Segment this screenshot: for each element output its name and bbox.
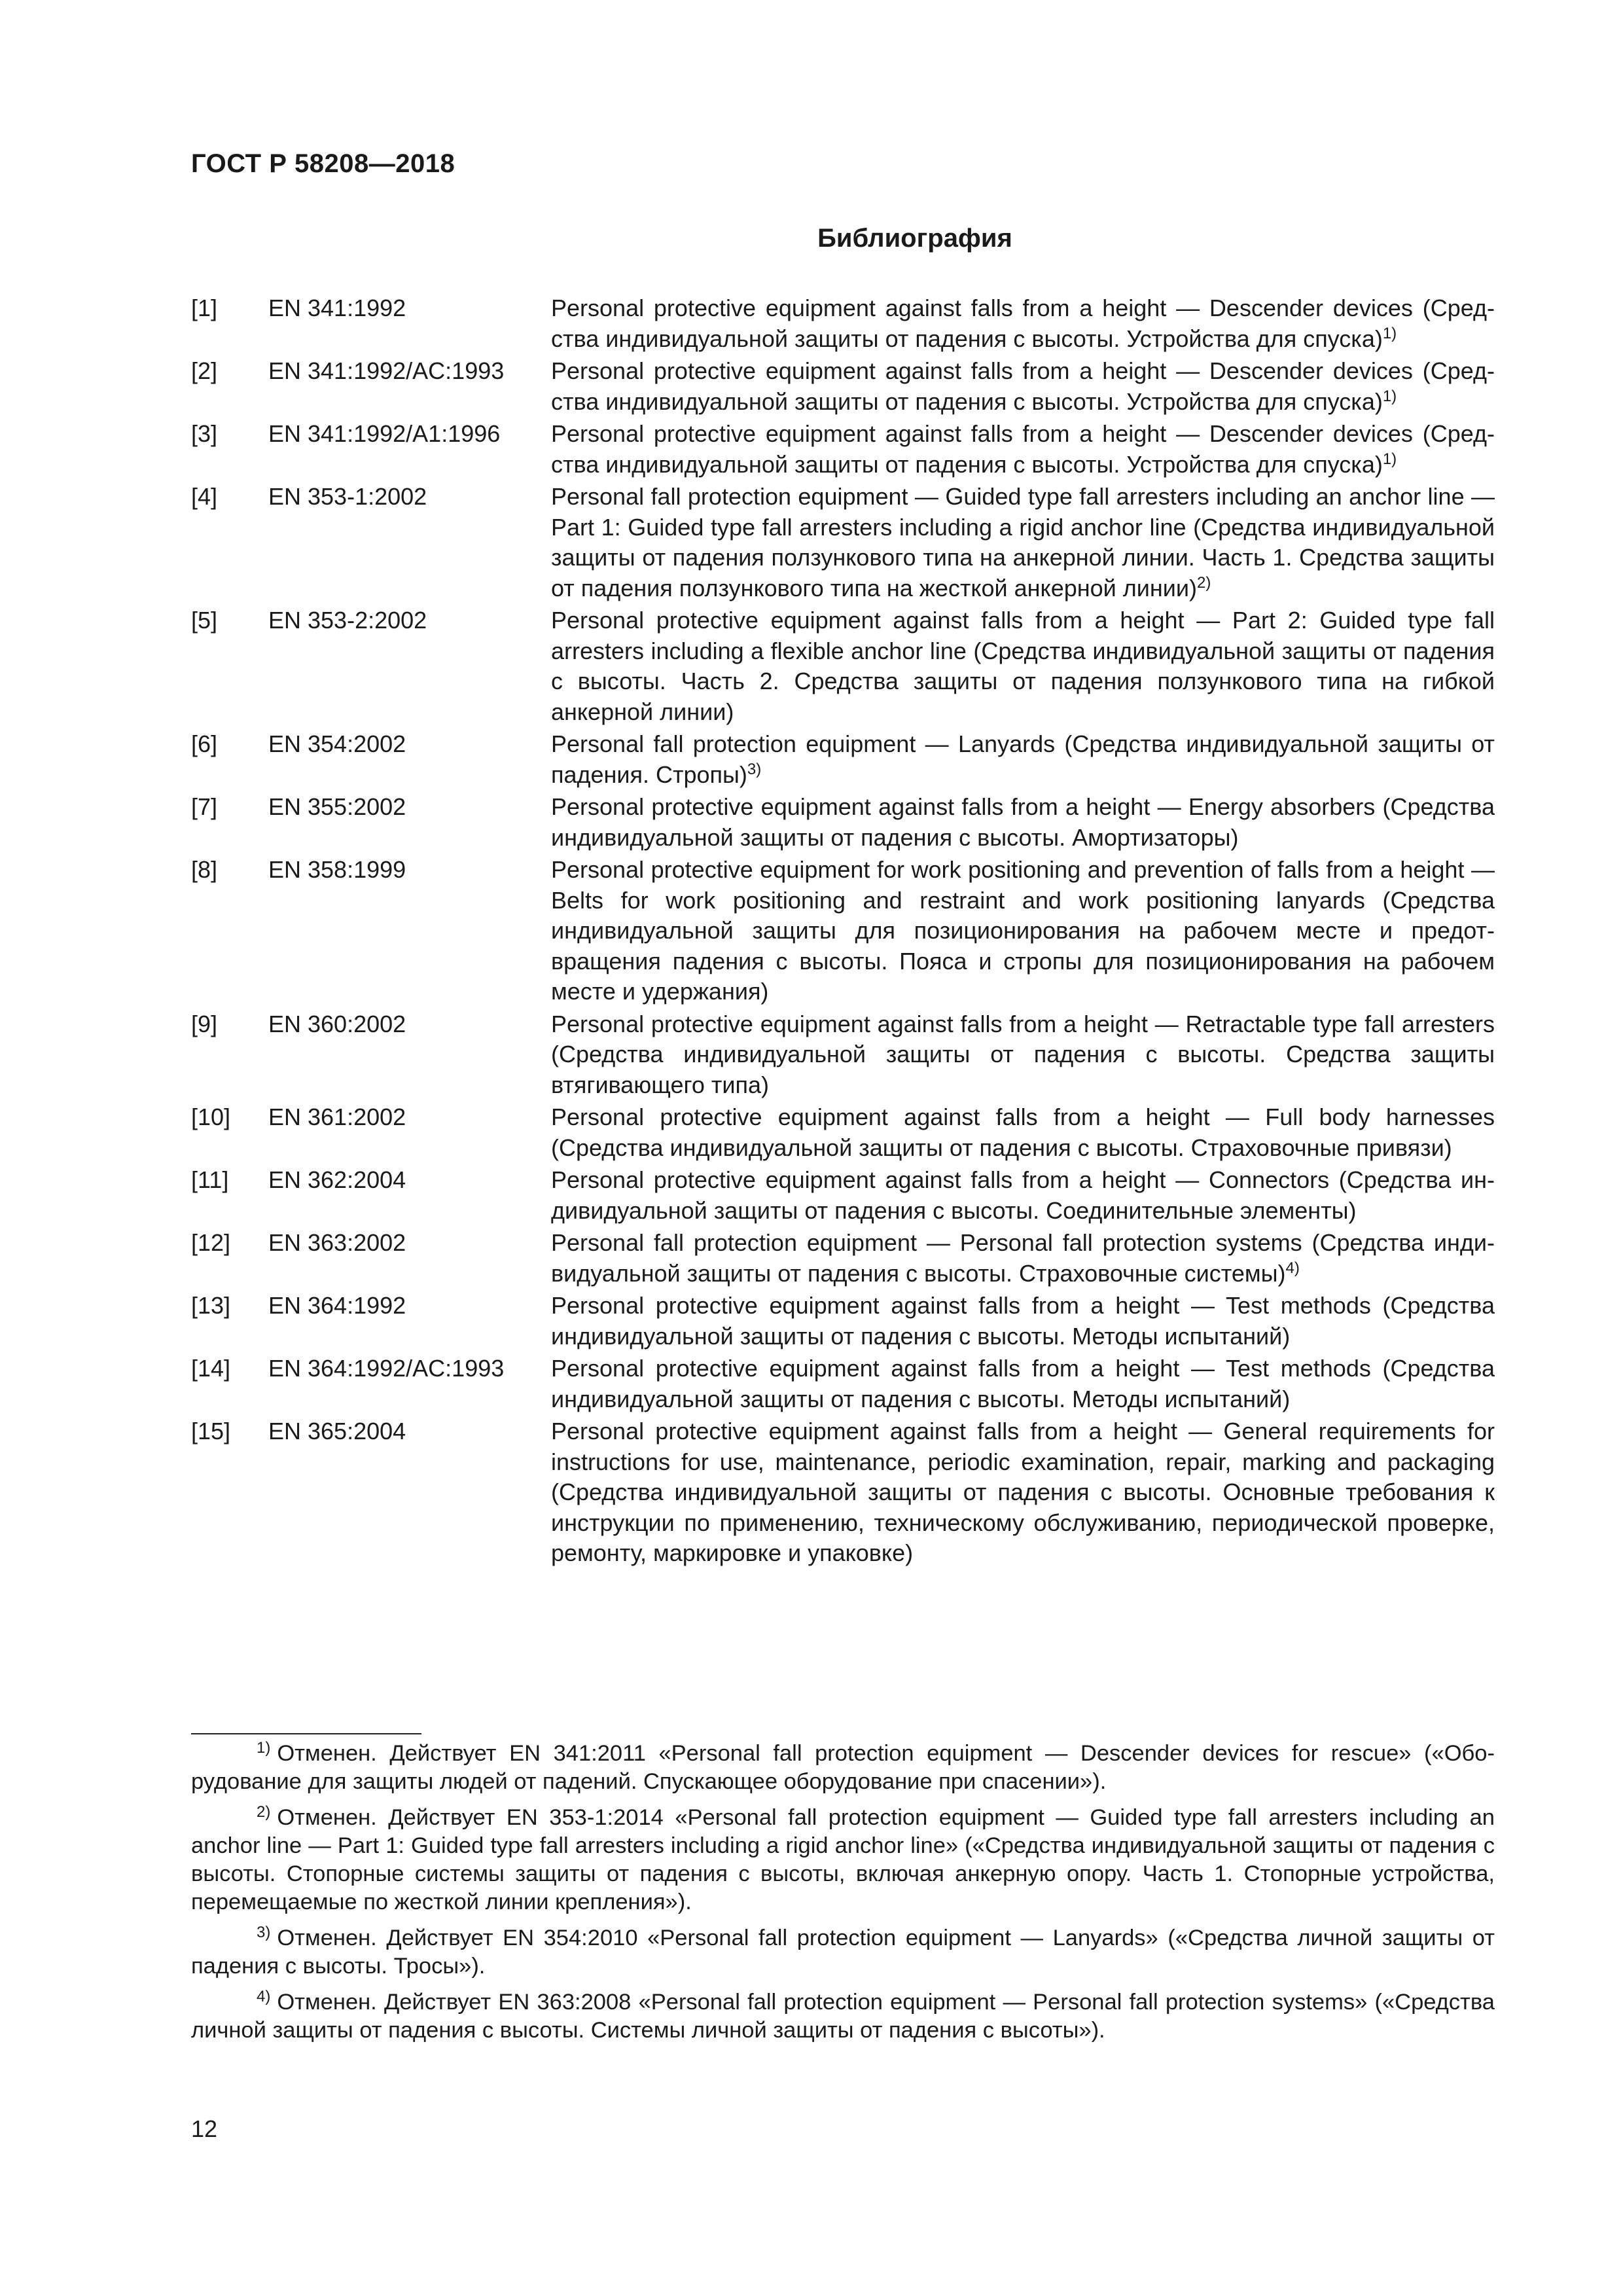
entry-standard-code: EN 358:1999 [268, 856, 406, 883]
entry-standard-code: EN 341:1992 [268, 295, 406, 321]
entry-standard-code: EN 362:2004 [268, 1166, 406, 1193]
entry-number: [11] [191, 1166, 229, 1193]
bibliography-list [191, 293, 1495, 1571]
entry-title-text: Personal fall protection equipment — Guided type fall arresters including an anchor line — Part 1: Guided type fall arresters including a rigid anchor line (Средства индивидуальной защиты от падения ползункового типа на анкерной линии. Часть 1. Средства защиты от падения ползункового типа на жесткой анкерной линии) [551, 483, 1495, 601]
entry-title-text: Personal protective equipment against falls from a height — Energy absorbers (Средства индивидуальной защиты от падения с высоты. Амортизаторы) [551, 793, 1495, 851]
entry-number: [8] [191, 856, 218, 883]
entry-number: [5] [191, 607, 218, 634]
bibliography-entry [191, 1165, 1495, 1226]
entry-standard-code: EN 361:2002 [268, 1103, 406, 1130]
bibliography-entry [191, 1009, 1495, 1101]
bibliography-entry [191, 1354, 1495, 1414]
entry-title-text: Personal protective equipment against falls from a height — Part 2: Guided type fall arresters including a flexible anchor line (Средства индивидуальной защиты от падения с высоты. Часть 2. Средства защиты от падения ползункового типа на гибкой анкерной линии) [551, 607, 1495, 725]
footnote-reference: 1) [1382, 450, 1397, 468]
entry-standard-code: EN 365:2004 [268, 1418, 406, 1444]
entry-title-text: Personal protective equipment against falls from a height — Descender devices (Средства индивидуальной защиты от падения с высоты. Устройства для спуска) [551, 295, 1495, 352]
entry-title-text: Personal protective equipment against falls from a height — Descender devices (Средства индивидуальной защиты от падения с высоты. Устройства для спуска) [551, 420, 1495, 478]
bibliography-entry [191, 605, 1495, 727]
entry-number: [15] [191, 1418, 231, 1444]
footnotes-section [191, 1740, 1495, 2053]
footnote-reference: 1) [1382, 324, 1397, 342]
entry-number: [13] [191, 1292, 231, 1319]
bibliography-entry [191, 356, 1495, 417]
entry-number: [10] [191, 1103, 231, 1130]
bibliography-entry [191, 1416, 1495, 1569]
entry-standard-code: EN 353-1:2002 [268, 483, 427, 510]
footnote-text: Отменен. Действует EN 363:2008 «Personal fall protection equipment — Personal fall protection systems» («Средства личной защиты от падения с высоты. Системы личной защиты от падения с высоты»). [191, 1990, 1495, 2043]
footnote-text: Отменен. Действует EN 341:2011 «Personal fall protection equipment — Descender devices for rescue» («Оборудование для защиты людей от падений. Спускающее оборудование при спасении»). [191, 1741, 1495, 1794]
entry-title [551, 855, 1495, 1007]
entry-title-text: Personal protective equipment against falls from a height — General requirements for instructions for use, maintenance, periodic examination, repair, marking and packaging (Средства индивидуальной защиты от падения с высоты. Основные требования к инструкции по применению, техническому обслуживанию, периодической проверке, ремонту, маркировке и упаковке) [551, 1418, 1495, 1566]
footnote-marker: 3) [257, 1923, 271, 1941]
footnote-text: Отменен. Действует EN 353-1:2014 «Personal fall protection equipment — Guided type fall arresters including an anchor line — Part 1: Guided type fall arresters including a rigid anchor line» («Средства индивидуальной защиты от падения с высоты. Стопорные системы защиты от падения с высоты, включая анкерную опору. Часть 1. Стопорные устройства, перемещаемые по жесткой линии крепления»). [191, 1805, 1495, 1914]
entry-standard-code: EN 364:1992/AC:1993 [268, 1355, 505, 1382]
bibliography-entry [191, 1102, 1495, 1163]
entry-title [551, 482, 1495, 603]
bibliography-entry [191, 729, 1495, 790]
footnote-reference: 2) [1196, 573, 1211, 592]
entry-number: [14] [191, 1355, 231, 1382]
entry-standard-code: EN 341:1992/A1:1996 [268, 420, 501, 447]
entry-number: [7] [191, 793, 218, 820]
entry-title [551, 356, 1495, 417]
entry-title-text: Personal protective equipment against falls from a height — Descender devices (Средства индивидуальной защиты от падения с высоты. Устройства для спуска) [551, 357, 1495, 415]
entry-title-text: Personal fall protection equipment — Personal fall protection systems (Средства индивидуальной защиты от падения с высоты. Страховочные системы) [551, 1229, 1495, 1287]
entry-standard-code: EN 355:2002 [268, 793, 406, 820]
entry-number: [9] [191, 1010, 218, 1037]
footnote-reference: 3) [747, 760, 762, 778]
entry-title [551, 1009, 1495, 1101]
entry-title [551, 792, 1495, 853]
footnote-marker: 1) [257, 1738, 271, 1757]
entry-number: [4] [191, 483, 218, 510]
document-standard-code: ГОСТ Р 58208—2018 [191, 149, 455, 178]
entry-number: [1] [191, 295, 218, 321]
entry-title [551, 419, 1495, 480]
footnote [191, 1924, 1495, 1981]
page-number: 12 [191, 2115, 218, 2142]
bibliography-entry [191, 482, 1495, 603]
entry-standard-code: EN 360:2002 [268, 1010, 406, 1037]
entry-number: [6] [191, 730, 218, 757]
entry-number: [3] [191, 420, 218, 447]
footnote-text: Отменен. Действует EN 354:2010 «Personal fall protection equipment — Lanyards» («Средства личной защиты от падения с высоты. Тросы»). [191, 1926, 1495, 1979]
entry-title [551, 1102, 1495, 1163]
bibliography-entry [191, 419, 1495, 480]
footnote [191, 1804, 1495, 1916]
entry-title-text: Personal protective equipment against falls from a height — Full body harnesses (Средства индивидуальной защиты от падения с высоты. Страховочные привязи) [551, 1103, 1495, 1161]
entry-title [551, 1416, 1495, 1569]
entry-title [551, 1228, 1495, 1289]
entry-title-text: Personal protective equipment against falls from a height — Test methods (Средства индивидуальной защиты от падения с высоты. Методы испытаний) [551, 1355, 1495, 1412]
entry-standard-code: EN 341:1992/AC:1993 [268, 357, 505, 384]
entry-title [551, 1354, 1495, 1414]
bibliography-entry [191, 855, 1495, 1007]
entry-title-text: Personal protective equipment against falls from a height — Retractable type fall arresters (Средства индивидуальной защиты от падения с высоты. Средства защиты втягивающего типа) [551, 1010, 1495, 1098]
entry-standard-code: EN 364:1992 [268, 1292, 406, 1319]
footnote [191, 1988, 1495, 2045]
entry-title [551, 729, 1495, 790]
entry-standard-code: EN 353-2:2002 [268, 607, 427, 634]
entry-title [551, 1165, 1495, 1226]
footnote-divider [191, 1733, 421, 1734]
entry-number: [2] [191, 357, 218, 384]
footnote-marker: 4) [257, 1987, 271, 2005]
footnote [191, 1740, 1495, 1796]
entry-title-text: Personal protective equipment against falls from a height — Test methods (Средства индивидуальной защиты от падения с высоты. Методы испытаний) [551, 1292, 1495, 1350]
entry-title-text: Personal fall protection equipment — Lanyards (Средства индивидуальной защиты от падения. Стропы) [551, 730, 1495, 788]
bibliography-entry [191, 1228, 1495, 1289]
entry-title-text: Personal protective equipment for work positioning and prevention of falls from a height — Belts for work positioning and restraint and work positioning lanyards (Средства индивидуальной защиты для позиционирования на рабочем месте и предотвращения падения с высоты. Пояса и стропы для позиционирования на рабочем месте и удержания) [551, 856, 1495, 1005]
bibliography-entry [191, 792, 1495, 853]
entry-title [551, 293, 1495, 354]
entry-number: [12] [191, 1229, 231, 1256]
entry-title [551, 605, 1495, 727]
bibliography-entry [191, 293, 1495, 354]
footnote-marker: 2) [257, 1803, 271, 1821]
entry-standard-code: EN 354:2002 [268, 730, 406, 757]
bibliography-entry [191, 1291, 1495, 1352]
entry-standard-code: EN 363:2002 [268, 1229, 406, 1256]
bibliography-heading: Библиография [817, 224, 1012, 253]
footnote-reference: 4) [1285, 1259, 1300, 1277]
entry-title [551, 1291, 1495, 1352]
entry-title-text: Personal protective equipment against falls from a height — Connectors (Средства индивидуальной защиты от падения с высоты. Соединительные элементы) [551, 1166, 1495, 1224]
footnote-reference: 1) [1382, 387, 1397, 405]
